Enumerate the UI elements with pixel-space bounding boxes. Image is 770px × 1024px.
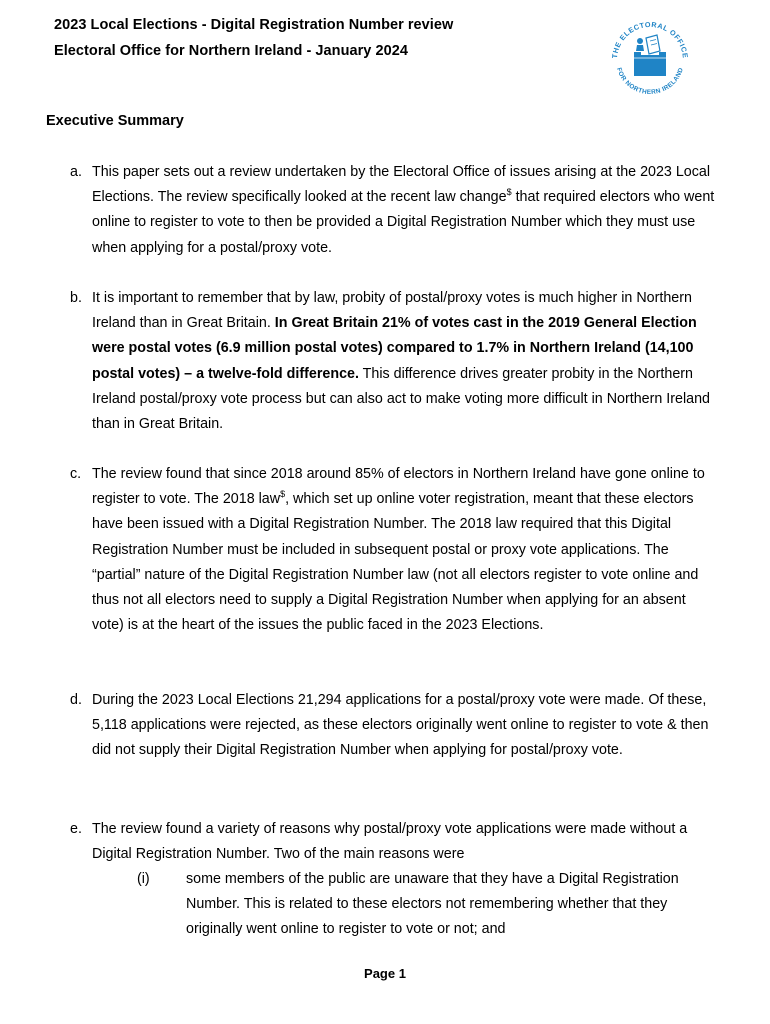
list-marker: a.	[70, 164, 82, 180]
list-item	[70, 286, 720, 437]
list-item	[70, 160, 720, 261]
paragraph-text: During the 2023 Local Elections 21,294 applications for a postal/proxy vote were made. Of these, 5,118 applications were rejected, as these electors originally went online to register to vote & then did not supply their Digital Registration Number when applying for postal/proxy vote.	[92, 692, 709, 759]
sub-item-text: some members of the public are unaware that they have a Digital Registration Number. This is related to these electors not remembering whether that they originally went online to register to vote or not; and	[186, 871, 679, 938]
sub-list-item	[137, 867, 697, 943]
list-marker: b.	[70, 290, 82, 306]
electoral-office-logo	[607, 19, 693, 97]
svg-text:THE ELECTORAL OFFICE: THE ELECTORAL OFFICE	[609, 19, 691, 59]
sub-list-marker: (i)	[137, 871, 150, 887]
svg-text:FOR NORTHERN IRELAND: FOR NORTHERN IRELAND	[615, 66, 685, 97]
list-marker: e.	[70, 821, 82, 837]
document-subtitle: Electoral Office for Northern Ireland - January 2024	[54, 43, 408, 59]
paragraph-text: This paper sets out a review undertaken by the Electoral Office of issues arising at the 2023 Local Elections. The review specifically looked at the recent law change$ that required electors who went online to register to vote to then be provided a Digital Registration Number which they must use when applying for a postal/proxy vote.	[92, 164, 715, 256]
footnote-marker: $	[506, 187, 512, 198]
list-item	[70, 462, 720, 638]
paragraph-text: The review found a variety of reasons why postal/proxy vote applications were made without a Digital Registration Number. Two of the main reasons were	[92, 821, 688, 863]
page-number: Page 1	[364, 966, 406, 981]
list-marker: d.	[70, 692, 82, 708]
list-marker: c.	[70, 466, 82, 482]
paragraph-text: It is important to remember that by law, probity of postal/proxy votes is much higher in Northern Ireland than in Great Britain. In Great Britain 21% of votes cast in the 2019 General Election were postal votes (6.9 million postal votes) compared to 1.7% in Northern Ireland (14,100 postal votes) – a twelve-fold difference. This difference drives greater probity in the Northern Ireland postal/proxy vote process but can also act to make voting more difficult in Northern Ireland than in Great Britain.	[92, 290, 710, 433]
footnote-marker: $	[280, 489, 286, 500]
list-item	[70, 817, 720, 867]
list-item	[70, 688, 720, 764]
section-heading: Executive Summary	[46, 113, 184, 129]
emphasis-text: In Great Britain 21% of votes cast in the 2019 General Election were postal votes (6.9 million postal votes) compared to 1.7% in Northern Ireland (14,100 postal votes) – a twelve-fold difference.	[92, 315, 697, 382]
paragraph-text: The review found that since 2018 around 85% of electors in Northern Ireland have gone online to register to vote. The 2018 law$, which set up online voter registration, meant that these electors have been issued with a Digital Registration Number. The 2018 law required that this Digital Registration Number must be included in subsequent postal or proxy vote applications. The “partial” nature of the Digital Registration Number law (not all electors register to vote online and thus not all electors need to supply a Digital Registration Number when applying for an absent vote) is at the heart of the issues the public faced in the 2023 Elections.	[92, 466, 705, 634]
document-title: 2023 Local Elections - Digital Registration Number review	[54, 17, 454, 33]
